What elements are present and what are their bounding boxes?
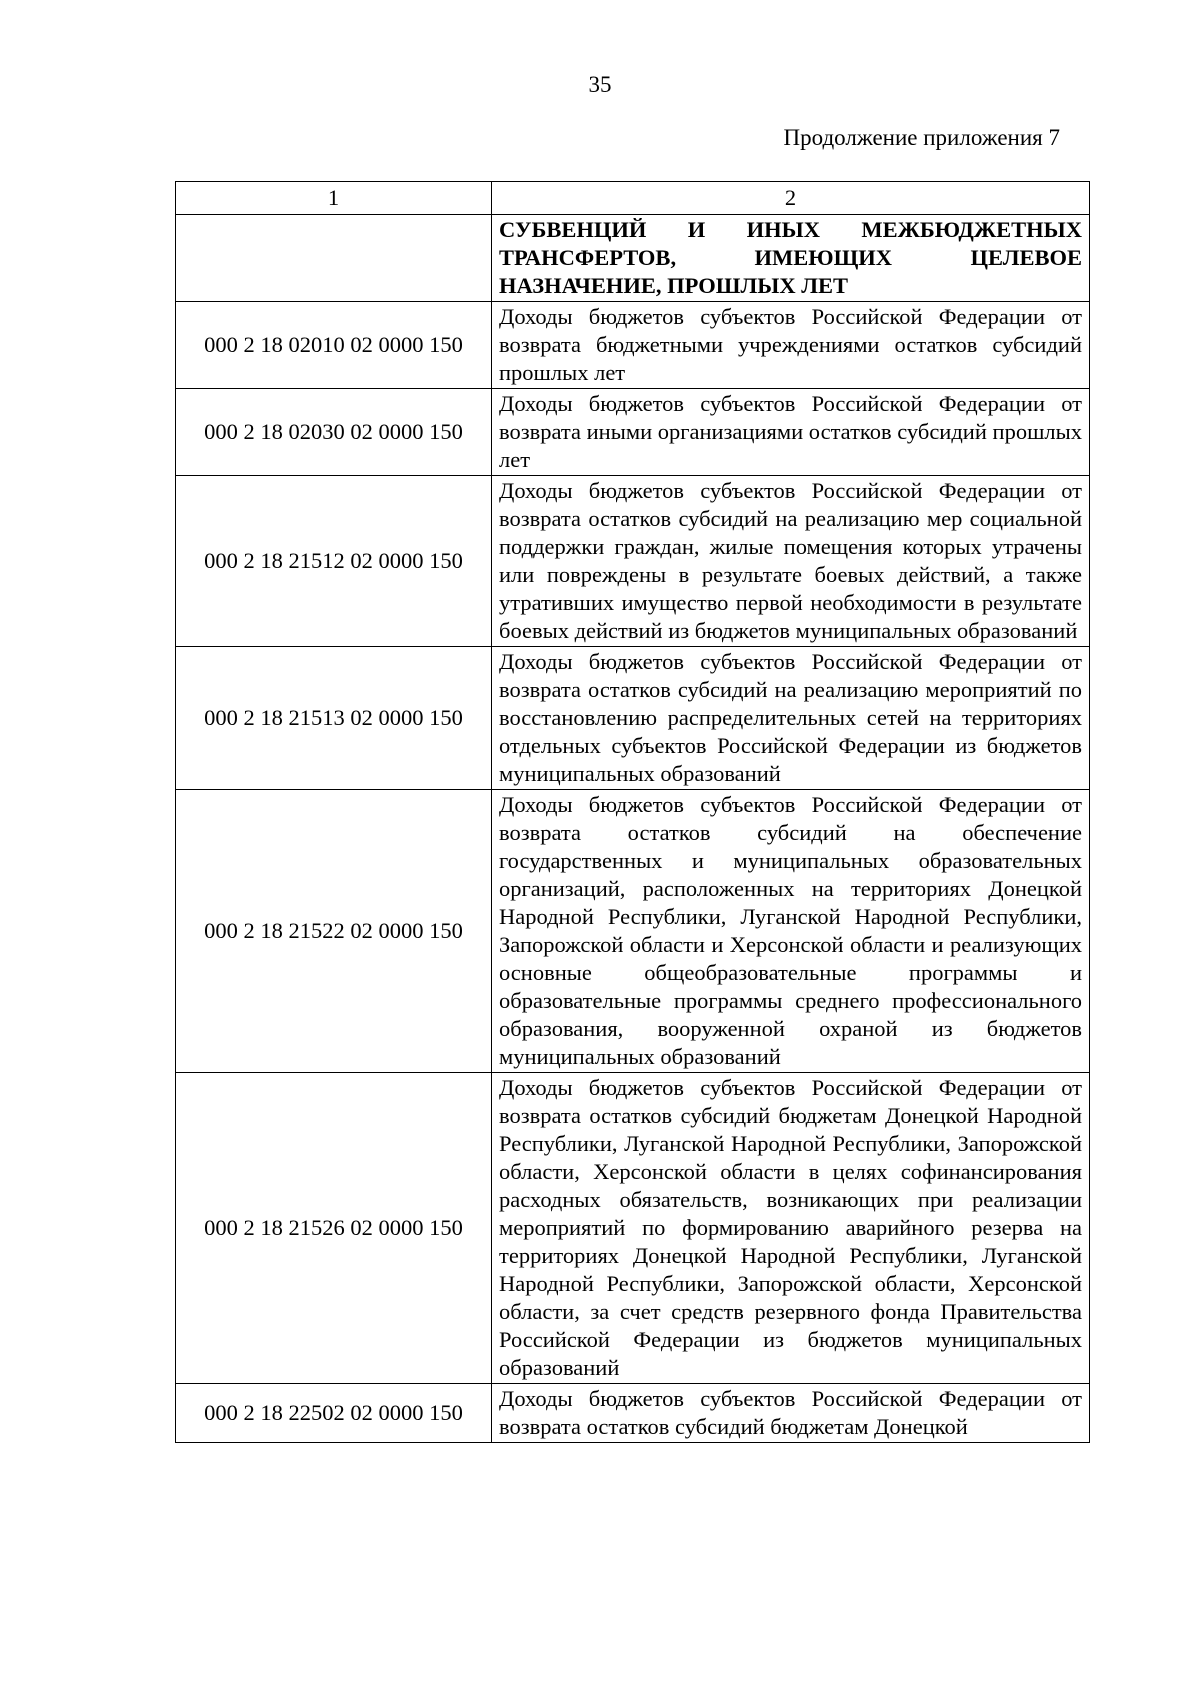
row-description: Доходы бюджетов субъектов Российской Федерации от возврата иными организациями остатков субсидий прошлых лет <box>492 389 1090 476</box>
table-row <box>176 476 1090 647</box>
column-header-1: 1 <box>176 182 492 215</box>
table-row <box>176 215 1090 302</box>
row-description: Доходы бюджетов субъектов Российской Федерации от возврата остатков субсидий на обеспечение государственных и муниципальных образовательных организаций, расположенных на территориях Донецкой Народной Республики, Луганской Народной Республики, Запорожской области и Херсонской области и реализующих основные общеобразовательные программы и образовательные программы среднего профессионального образования, вооруженной охраной из бюджетов муниципальных образований <box>492 790 1090 1073</box>
row-code: 000 2 18 02030 02 0000 150 <box>176 389 492 476</box>
row-description: Доходы бюджетов субъектов Российской Федерации от возврата остатков субсидий бюджетам Донецкой <box>492 1384 1090 1443</box>
row-description: СУБВЕНЦИЙ И ИНЫХ МЕЖБЮДЖЕТНЫХ ТРАНСФЕРТОВ, ИМЕЮЩИХ ЦЕЛЕВОЕ НАЗНАЧЕНИЕ, ПРОШЛЫХ ЛЕТ <box>492 215 1090 302</box>
table-row <box>176 1073 1090 1384</box>
table-row <box>176 647 1090 790</box>
row-code: 000 2 18 21522 02 0000 150 <box>176 790 492 1073</box>
row-description: Доходы бюджетов субъектов Российской Федерации от возврата бюджетными учреждениями остатков субсидий прошлых лет <box>492 302 1090 389</box>
row-description: Доходы бюджетов субъектов Российской Федерации от возврата остатков субсидий на реализацию мероприятий по восстановлению распределительных сетей на территориях отдельных субъектов Российской Федерации из бюджетов муниципальных образований <box>492 647 1090 790</box>
table-header-row <box>176 182 1090 215</box>
table-row <box>176 790 1090 1073</box>
table-row <box>176 1384 1090 1443</box>
continuation-label: Продолжение приложения 7 <box>783 125 1060 150</box>
row-code: 000 2 18 22502 02 0000 150 <box>176 1384 492 1443</box>
column-header-2: 2 <box>492 182 1090 215</box>
row-code: 000 2 18 21526 02 0000 150 <box>176 1073 492 1384</box>
row-code: 000 2 18 21513 02 0000 150 <box>176 647 492 790</box>
row-description: Доходы бюджетов субъектов Российской Федерации от возврата остатков субсидий бюджетам Донецкой Народной Республики, Луганской Народной Республики, Запорожской области, Херсонской области в целях софинансирования расходных обязательств, возникающих при реализации мероприятий по формированию аварийного резерва на территориях Донецкой Народной Республики, Луганской Народной Республики, Запорожской области, Херсонской области, за счет средств резервного фонда Правительства Российской Федерации из бюджетов муниципальных образований <box>492 1073 1090 1384</box>
row-code: 000 2 18 02010 02 0000 150 <box>176 302 492 389</box>
row-code: 000 2 18 21512 02 0000 150 <box>176 476 492 647</box>
row-code <box>176 215 492 302</box>
row-description: Доходы бюджетов субъектов Российской Федерации от возврата остатков субсидий на реализацию мер социальной поддержки граждан, жилые помещения которых утрачены или повреждены в результате боевых действий, а также утративших имущество первой необходимости в результате боевых действий из бюджетов муниципальных образований <box>492 476 1090 647</box>
page-number: 35 <box>588 72 612 97</box>
income-codes-table <box>175 181 1090 1443</box>
table-row <box>176 302 1090 389</box>
table-row <box>176 389 1090 476</box>
